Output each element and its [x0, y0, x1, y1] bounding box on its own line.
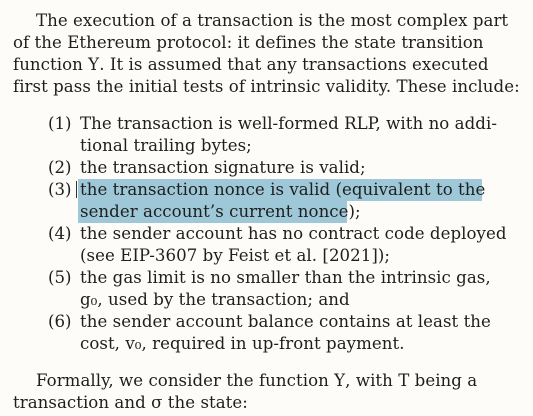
item-number: (4) — [48, 224, 72, 243]
outro-line: transaction and σ the state: — [13, 393, 248, 412]
outro-line: Formally, we consider the function Υ, with T being a — [36, 371, 478, 390]
intro-line: The execution of a transaction is the most complex part — [36, 11, 509, 30]
intro-line: function Υ. It is assumed that any transactions executed — [13, 55, 489, 74]
list-item-line: g₀, used by the transaction; and — [80, 290, 350, 309]
intro-line: of the Ethereum protocol: it defines the state transition — [13, 33, 484, 52]
list-item-line: (see EIP-3607 by Feist et al. [2021]); — [80, 246, 391, 265]
item-number: (2) — [48, 158, 72, 177]
list-item-line: the gas limit is no smaller than the intrinsic gas, — [80, 268, 491, 287]
selected-text-line[interactable]: the transaction nonce is valid (equivalent to the — [80, 180, 486, 199]
selected-text-line[interactable]: sender account’s current nonce); — [80, 202, 361, 221]
list-item-line: the sender account has no contract code deployed — [80, 224, 507, 243]
list-item-line: The transaction is well-formed RLP, with no addi- — [80, 114, 497, 133]
item-number: (3) — [48, 180, 72, 199]
list-item-line: the transaction signature is valid; — [80, 158, 366, 177]
list-item-line: cost, v₀, required in up-front payment. — [80, 334, 405, 353]
list-item-line: tional trailing bytes; — [80, 136, 252, 155]
text-cursor — [76, 181, 77, 198]
intro-line: first pass the initial tests of intrinsic validity. These include: — [13, 77, 520, 96]
item-number: (5) — [48, 268, 72, 287]
item-number: (6) — [48, 312, 72, 331]
item-number: (1) — [48, 114, 72, 133]
list-item-line: the sender account balance contains at least the — [80, 312, 491, 331]
